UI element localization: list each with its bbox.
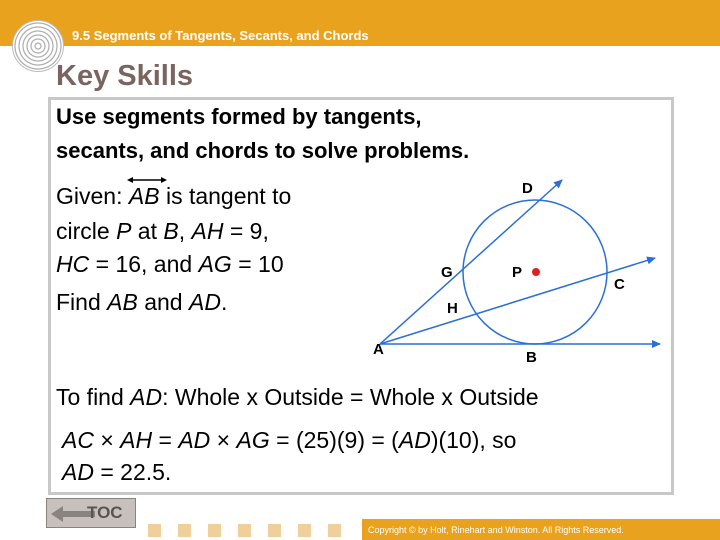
decor-square [208,524,221,537]
text: at [131,218,164,244]
text: = [152,427,179,453]
var-b: B [163,218,179,244]
solution-line-3 [62,459,171,486]
copyright-bar [362,519,720,540]
var-ab: AB [107,289,138,315]
toc-button[interactable] [46,498,136,528]
solution-line-2 [62,427,516,454]
var-hc: HC [56,251,90,277]
text: = (25)(9) = ( [269,427,399,453]
times-symbol: × [210,427,237,453]
text: Find [56,289,108,315]
given-segment: AB [128,183,160,209]
decor-square [178,524,191,537]
label-d: D [522,180,533,197]
objective-line-2: secants, and chords to solve problems. [56,138,470,163]
text: : Whole x Outside = Whole x Outside [162,384,539,410]
decor-square [268,524,281,537]
label-g: G [441,264,453,281]
label-c: C [614,276,625,293]
text: = 9, [223,218,269,244]
var-ad: AD [178,427,211,453]
label-h: H [447,300,458,317]
var-ad: AD [188,289,221,315]
solution-line-1 [56,384,539,411]
var-ad: AD [130,384,163,410]
text: and [137,289,189,315]
given-line1-rest: is tangent to [159,183,292,209]
copyright-text: Copyright © by Holt, Rinehart and Winston. All Rights Reserved. [368,525,624,535]
label-b: B [526,349,537,366]
text: = 10 [231,251,284,277]
decor-square [328,524,341,537]
text: . [220,289,228,315]
var-ah: AH [191,218,224,244]
text: = 22.5. [93,459,172,485]
header-title: 9.5 Segments of Tangents, Secants, and Chords [72,28,369,43]
text: )(10), so [430,427,517,453]
decor-square [238,524,251,537]
label-p: P [512,264,523,281]
section-title: Key Skills [56,60,194,92]
text: To find [56,384,131,410]
text: = 16, and [89,251,199,277]
var-ad: AD [62,459,94,485]
var-ad: AD [398,427,431,453]
given-prefix: Given: [56,183,129,209]
text: , [178,218,192,244]
var-ac: AC [62,427,94,453]
text: circle [56,218,117,244]
times-symbol: × [93,427,121,453]
toc-label: TOC [87,503,123,522]
label-a: A [373,341,384,358]
decor-square [298,524,311,537]
var-p: P [116,218,132,244]
var-ag: AG [198,251,232,277]
objective-line-1: Use segments formed by tangents, [56,104,422,129]
var-ah: AH [120,427,153,453]
center-point-p [532,268,540,276]
secant-line-ad [380,180,562,344]
var-ag: AG [236,427,270,453]
decor-square [148,524,161,537]
